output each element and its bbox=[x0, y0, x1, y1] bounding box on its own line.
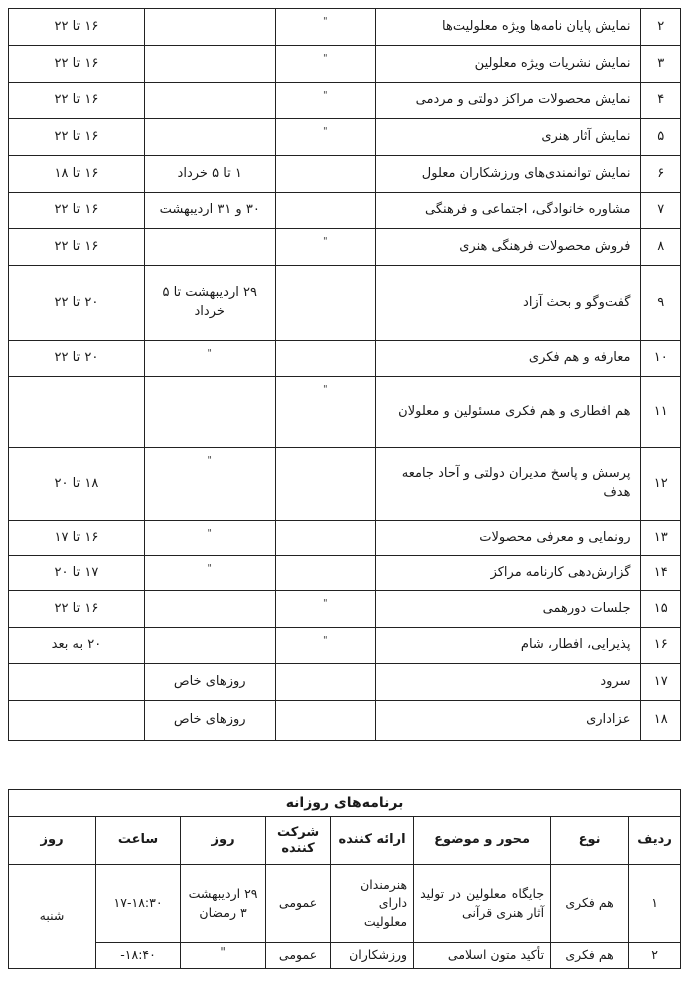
cell-type: هم فکری bbox=[551, 943, 629, 969]
cell-index: ۵ bbox=[641, 119, 681, 156]
table-row bbox=[9, 943, 681, 969]
cell-title: نمایش پایان نامه‌ها ویژه معلولیت‌ها bbox=[375, 9, 641, 46]
cell-index: ۱۷ bbox=[641, 664, 681, 701]
cell-presenter: ورزشکاران bbox=[331, 943, 414, 969]
table-row bbox=[9, 83, 681, 119]
cell-time: ۱۶ تا ۲۲ bbox=[9, 229, 145, 266]
cell-time: ۱۸ تا ۲۰ bbox=[9, 448, 145, 521]
cell-time: ۱۶ تا ۲۲ bbox=[9, 46, 145, 83]
cell-row-number: ۲ bbox=[629, 943, 681, 969]
cell-topic: تأکید متون اسلامی bbox=[414, 943, 551, 969]
cell-date bbox=[144, 591, 275, 628]
cell-time: ۱۷ تا ۲۰ bbox=[9, 556, 145, 591]
cell-date: " bbox=[181, 943, 266, 969]
cell-hour: -۱۸:۴۰ bbox=[96, 943, 181, 969]
cell-title: مشاوره خانوادگی، اجتماعی و فرهنگی bbox=[375, 193, 641, 229]
cell-presenter: هنرمندان دارای معلولیت bbox=[331, 865, 414, 943]
cell-hour: ۱۷-۱۸:۳۰ bbox=[96, 865, 181, 943]
cell-time: ۲۰ تا ۲۲ bbox=[9, 266, 145, 341]
table-row bbox=[9, 341, 681, 377]
cell-index: ۱۶ bbox=[641, 628, 681, 664]
cell-index: ۳ bbox=[641, 46, 681, 83]
table-row bbox=[9, 46, 681, 83]
cell-date: ۱ تا ۵ خرداد bbox=[144, 156, 275, 193]
cell-date: ۳۰ و ۳۱ اردیبهشت bbox=[144, 193, 275, 229]
cell-title: سرود bbox=[375, 664, 641, 701]
cell-venue: " bbox=[275, 83, 375, 119]
cell-time: ۱۶ تا ۲۲ bbox=[9, 119, 145, 156]
cell-date bbox=[144, 9, 275, 46]
cell-time bbox=[9, 701, 145, 741]
cell-row-number: ۱ bbox=[629, 865, 681, 943]
cell-index: ۱۸ bbox=[641, 701, 681, 741]
cell-index: ۱۲ bbox=[641, 448, 681, 521]
cell-date: " bbox=[144, 521, 275, 556]
table-row bbox=[9, 377, 681, 448]
cell-venue bbox=[275, 556, 375, 591]
cell-index: ۱۳ bbox=[641, 521, 681, 556]
table-row bbox=[9, 865, 681, 943]
cell-time: ۱۶ تا ۲۲ bbox=[9, 9, 145, 46]
cell-date bbox=[144, 377, 275, 448]
cell-index: ۹ bbox=[641, 266, 681, 341]
cell-index: ۱۵ bbox=[641, 591, 681, 628]
table-row bbox=[9, 9, 681, 46]
cell-time bbox=[9, 664, 145, 701]
cell-date: روزهای خاص bbox=[144, 664, 275, 701]
cell-index: ۸ bbox=[641, 229, 681, 266]
header-weekday: روز bbox=[9, 817, 96, 865]
cell-time bbox=[9, 377, 145, 448]
cell-index: ۱۴ bbox=[641, 556, 681, 591]
table-row bbox=[9, 119, 681, 156]
table-row bbox=[9, 701, 681, 741]
cell-title: فروش محصولات فرهنگی هنری bbox=[375, 229, 641, 266]
cell-type: هم فکری bbox=[551, 865, 629, 943]
cell-venue: " bbox=[275, 591, 375, 628]
header-participant: شرکت کننده bbox=[266, 817, 331, 865]
cell-title: پرسش و پاسخ مدیران دولتی و آحاد جامعه هدف bbox=[375, 448, 641, 521]
cell-date: " bbox=[144, 448, 275, 521]
cell-index: ۶ bbox=[641, 156, 681, 193]
cell-date: ۲۹ اردیبهشت تا ۵ خرداد bbox=[144, 266, 275, 341]
cell-title: پذیرایی، افطار، شام bbox=[375, 628, 641, 664]
cell-venue: " bbox=[275, 377, 375, 448]
cell-date bbox=[144, 229, 275, 266]
cell-title: عزاداری bbox=[375, 701, 641, 741]
daily-programs-table bbox=[8, 789, 681, 969]
table-row bbox=[9, 193, 681, 229]
cell-title: نمایش آثار هنری bbox=[375, 119, 641, 156]
cell-time: ۱۶ تا ۲۲ bbox=[9, 83, 145, 119]
cell-date bbox=[144, 46, 275, 83]
cell-title: جلسات دورهمی bbox=[375, 591, 641, 628]
activities-table bbox=[8, 8, 681, 741]
cell-venue: " bbox=[275, 628, 375, 664]
cell-venue: " bbox=[275, 119, 375, 156]
cell-venue: " bbox=[275, 9, 375, 46]
cell-date: " bbox=[144, 341, 275, 377]
cell-weekday: شنبه bbox=[9, 865, 96, 969]
cell-venue: " bbox=[275, 46, 375, 83]
cell-venue: " bbox=[275, 229, 375, 266]
header-row-number: ردیف bbox=[629, 817, 681, 865]
table-row bbox=[9, 521, 681, 556]
table-row bbox=[9, 664, 681, 701]
cell-date: " bbox=[144, 556, 275, 591]
cell-title: هم افطاری و هم فکری مسئولین و معلولان bbox=[375, 377, 641, 448]
table-row bbox=[9, 591, 681, 628]
table-row bbox=[9, 266, 681, 341]
cell-index: ۲ bbox=[641, 9, 681, 46]
cell-date bbox=[144, 119, 275, 156]
cell-date bbox=[144, 628, 275, 664]
cell-index: ۱۱ bbox=[641, 377, 681, 448]
table-row bbox=[9, 628, 681, 664]
cell-title: نمایش محصولات مراکز دولتی و مردمی bbox=[375, 83, 641, 119]
cell-participant: عمومی bbox=[266, 865, 331, 943]
table-row bbox=[9, 229, 681, 266]
cell-time: ۲۰ تا ۲۲ bbox=[9, 341, 145, 377]
cell-time: ۱۶ تا ۱۸ bbox=[9, 156, 145, 193]
table-row bbox=[9, 448, 681, 521]
header-presenter: ارائه کننده bbox=[331, 817, 414, 865]
cell-venue bbox=[275, 193, 375, 229]
cell-time: ۲۰ به بعد bbox=[9, 628, 145, 664]
table-row bbox=[9, 556, 681, 591]
cell-venue bbox=[275, 156, 375, 193]
cell-date: ۲۹ اردیبهشت ۳ رمضان bbox=[181, 865, 266, 943]
table-row bbox=[9, 156, 681, 193]
cell-date bbox=[144, 83, 275, 119]
header-topic: محور و موضوع bbox=[414, 817, 551, 865]
daily-table-caption: برنامه‌های روزانه bbox=[9, 790, 681, 817]
cell-venue bbox=[275, 664, 375, 701]
cell-title: گزارش‌دهی کارنامه مراکز bbox=[375, 556, 641, 591]
cell-venue bbox=[275, 341, 375, 377]
cell-title: نمایش توانمندی‌های ورزشکاران معلول bbox=[375, 156, 641, 193]
cell-title: معارفه و هم فکری bbox=[375, 341, 641, 377]
cell-time: ۱۶ تا ۲۲ bbox=[9, 193, 145, 229]
cell-venue bbox=[275, 448, 375, 521]
cell-topic: جایگاه معلولین در تولید آثار هنری قرآنی bbox=[414, 865, 551, 943]
cell-venue bbox=[275, 266, 375, 341]
cell-date: روزهای خاص bbox=[144, 701, 275, 741]
cell-participant: عمومی bbox=[266, 943, 331, 969]
header-type: نوع bbox=[551, 817, 629, 865]
cell-index: ۱۰ bbox=[641, 341, 681, 377]
cell-title: گفت‌وگو و بحث آزاد bbox=[375, 266, 641, 341]
header-hour: ساعت bbox=[96, 817, 181, 865]
cell-venue bbox=[275, 521, 375, 556]
cell-index: ۴ bbox=[641, 83, 681, 119]
cell-title: رونمایی و معرفی محصولات bbox=[375, 521, 641, 556]
header-date: روز bbox=[181, 817, 266, 865]
cell-index: ۷ bbox=[641, 193, 681, 229]
cell-time: ۱۶ تا ۱۷ bbox=[9, 521, 145, 556]
cell-title: نمایش نشریات ویژه معلولین bbox=[375, 46, 641, 83]
cell-time: ۱۶ تا ۲۲ bbox=[9, 591, 145, 628]
cell-venue bbox=[275, 701, 375, 741]
